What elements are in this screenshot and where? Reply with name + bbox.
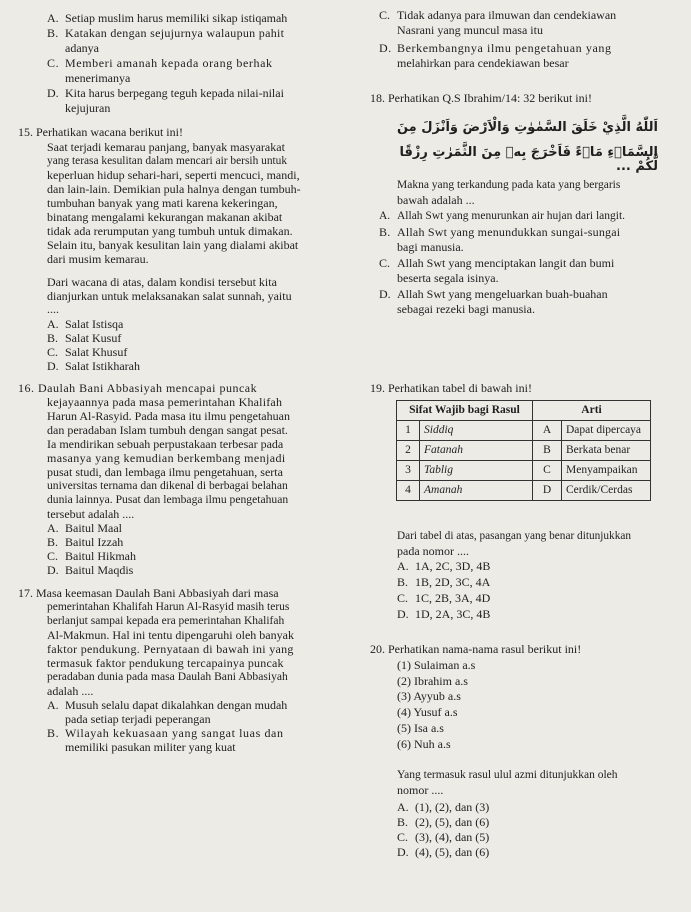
q16-line: Harun Al-Rasyid. Pada masa itu ilmu pengetahuan [47,409,290,423]
q15-stem-line: Dari wacana di atas, dalam kondisi tersebut kita [47,275,277,289]
q15-option-a: A. Salat Istisqa [47,317,124,331]
q17-option-a-cont: pada setiap terjadi peperangan [65,712,211,726]
row-arti: Berkata benar [562,441,651,461]
row-number: 2 [397,441,420,461]
row-sifat: Tablig [420,461,533,481]
q15-stem-line: dianjurkan untuk melaksanakan salat sunnah, yaitu [47,289,292,303]
q19-option-a: A. 1A, 2C, 3D, 4B [397,559,491,573]
q17-option-b-cont: memiliki pasukan militer yang kuat [65,740,236,754]
q17-line: Al-Makmun. Hal ini tentu dipengaruhi oleh banyak [47,628,294,642]
q19-option-c: C. 1C, 2B, 3A, 4D [397,591,491,605]
q19-option-b: B. 1B, 2D, 3C, 4A [397,575,491,589]
q18-option-c-cont: beserta segala isinya. [397,271,499,285]
q15-passage-line: yang terasa kesulitan dalam mencari air bersih untuk [47,155,288,167]
row-sifat: Fatanah [420,441,533,461]
q17-title: 17. Masa keemasan Daulah Bani Abbasiyah dari masa [18,586,279,600]
row-sifat: Amanah [420,481,533,501]
q19-option-d: D. 1D, 2A, 3C, 4B [397,607,491,621]
q14-option-c-cont: menerimanya [65,71,131,85]
row-arti: Menyampaikan [562,461,651,481]
q14-option-a: A. Setiap muslim harus memiliki sikap istiqamah [47,11,288,25]
list-item: (1) Sulaiman a.s [397,658,476,672]
q18-arabic-line-1: اَللّٰهُ الَّذِيْ خَلَقَ السَّمٰوٰتِ وَالْاَرْضَ وَاَنْزَلَ مِنَ [396,120,658,135]
q20-option-c: C. (3), (4), dan (5) [397,830,490,844]
q18-option-b: B. Allah Swt yang menundukkan sungai-sungai [379,225,621,239]
q17-option-a: A. Musuh selalu dapat dikalahkan dengan mudah [47,698,288,712]
row-arti: Cerdik/Cerdas [562,481,651,501]
q16-line: dunia lainnya. Pusat dan lembaga ilmu pengetahuan [47,493,289,506]
q16-line: universitas ternama dan dikenal di berbagai belahan [47,479,288,492]
q18-stem-cont: bawah adalah ... [397,193,475,207]
q16-line: masanya yang kemudian berkembang menjadi [47,451,286,465]
q15-passage-line: binatang mengalami kekurangan makanan akibat [47,210,283,224]
q15-passage-line: tumbuhan banyak yang mati karena kekeringan, [47,196,278,210]
q18-title: 18. Perhatikan Q.S Ibrahim/14: 32 berikut ini! [370,91,592,105]
q18-option-d-cont: sebagai rezeki bagi manusia. [397,302,535,316]
q20-option-d: D. (4), (5), dan (6) [397,845,490,859]
q17-option-c: C. Tidak adanya para ilmuwan dan cendekiawan [379,8,617,22]
q14-option-c: C. Memberi amanah kepada orang berhak [47,56,273,70]
q17-line: pemerintahan Khalifah Harun Al-Rasyid masih terus [47,601,290,613]
q17-line: termasuk faktor pendukung tercapainya puncak [47,656,284,670]
q17-option-d-cont: melahirkan para cendekiawan besar [397,56,569,70]
list-item: (4) Yusuf a.s [397,705,458,719]
q16-option-c: C. Baitul Hikmah [47,549,136,563]
q18-stem: Makna yang terkandung pada kata yang bergaris [397,179,621,191]
q19-stem: Dari tabel di atas, pasangan yang benar ditunjukkan [397,530,632,542]
row-letter: B [533,441,562,461]
q20-title: 20. Perhatikan nama-nama rasul berikut ini! [370,642,582,656]
q17-line: adalah .... [47,684,94,698]
q15-passage-line: dan lain-lain. Demikian pula halnya dengan tumbuh- [47,182,301,196]
q15-passage-line: tidak ada rerumputan yang tumbuh untuk dimakan. [47,224,293,238]
q16-line: kejayaannya pada masa pemerintahan Khalifah [47,395,283,409]
q18-option-b-cont: bagi manusia. [397,240,464,254]
q18-option-c: C. Allah Swt yang menciptakan langit dan bumi [379,256,615,270]
q20-stem-cont: nomor .... [397,783,444,797]
q16-line: dan peradaban Islam tumbuh dengan sangat pesat. [47,423,288,437]
q17-line: faktor pendukung. Pernyataan di bawah ini yang [47,642,294,656]
list-item: (2) Ibrahim a.s [397,674,468,688]
row-letter: D [533,481,562,501]
list-item: (6) Nuh a.s [397,737,451,751]
row-number: 3 [397,461,420,481]
row-letter: A [533,421,562,441]
list-item: (3) Ayyub a.s [397,689,461,703]
row-sifat: Siddiq [420,421,533,441]
q15-option-d: D. Salat Istikharah [47,359,140,373]
q16-option-d: D. Baitul Maqdis [47,563,134,577]
q17-line: peradaban dunia pada masa Daulah Bani Abbasiyah [47,670,288,683]
row-letter: C [533,461,562,481]
q14-option-d: D. Kita harus berpegang teguh kepada nilai-nilai [47,86,284,100]
table-row [397,481,651,501]
q15-stem-line: .... [47,302,59,316]
q15-passage-line: dari musim kemarau. [47,252,149,266]
table-row [397,461,651,481]
q15-option-b: B. Salat Kusuf [47,331,122,345]
q19-stem-cont: pada nomor .... [397,544,469,558]
q16-line: pusat studi, dan lembaga ilmu pengetahuan, serta [47,465,283,479]
row-arti: Dapat dipercaya [562,421,651,441]
q16-option-a: A. Baitul Maal [47,521,122,535]
q14-option-b-cont: adanya [65,41,99,55]
q15-passage-line: keperluan hidup sehari-hari, seperti mencuci, mandi, [47,168,300,182]
q20-option-a: A. (1), (2), dan (3) [397,800,490,814]
q17-option-c-cont: Nasrani yang muncul masa itu [397,23,543,37]
row-number: 4 [397,481,420,501]
q15-option-c: C. Salat Khusuf [47,345,128,359]
q17-option-d: D. Berkembangnya ilmu pengetahuan yang [379,41,612,55]
q15-title: 15. Perhatikan wacana berikut ini! [18,125,183,139]
q14-option-d-cont: kejujuran [65,101,111,115]
row-number: 1 [397,421,420,441]
q18-option-d: D. Allah Swt yang mengeluarkan buah-buahan [379,287,608,301]
q15-passage-line: Saat terjadi kemarau panjang, banyak masyarakat [47,140,285,154]
q17-line: berlanjut sampai kepada era pemerintahan Khalifah [47,615,285,627]
q18-option-a: A. Allah Swt yang menurunkan air hujan dari langit. [379,210,626,222]
q18-arabic-line-2: السَّمَاۤءِ مَاۤءً فَاَخْرَجَ بِهٖ مِنَ الثَّمَرٰتِ رِزْقًا لَّكُمْ ... [399,145,658,174]
q16-option-b: B. Baitul Izzah [47,535,124,549]
q19-table-header [397,401,651,421]
q16-line: Ia mendirikan sebuah perpustakaan terbesar pada [47,437,284,451]
q16-title: 16. Daulah Bani Abbasiyah mencapai puncak [18,381,258,395]
q20-stem: Yang termasuk rasul ulul azmi ditunjukkan oleh [397,769,618,781]
table-row [397,421,651,441]
q20-option-b: B. (2), (5), dan (6) [397,815,490,829]
q19-header-sifat: Sifat Wajib bagi Rasul [397,401,533,421]
q16-line: tersebut adalah .... [47,507,135,521]
q19-title: 19. Perhatikan tabel di bawah ini! [370,381,532,395]
table-row [397,441,651,461]
q14-option-b: B. Katakan dengan sejujurnya walaupun pahit [47,26,285,40]
list-item: (5) Isa a.s [397,721,444,735]
q19-header-arti: Arti [533,401,651,421]
q17-option-b: B. Wilayah kekuasaan yang sangat luas dan [47,726,284,740]
q15-passage-line: Selain itu, banyak kesulitan lain yang dialami akibat [47,238,299,252]
q19-table [396,400,651,501]
